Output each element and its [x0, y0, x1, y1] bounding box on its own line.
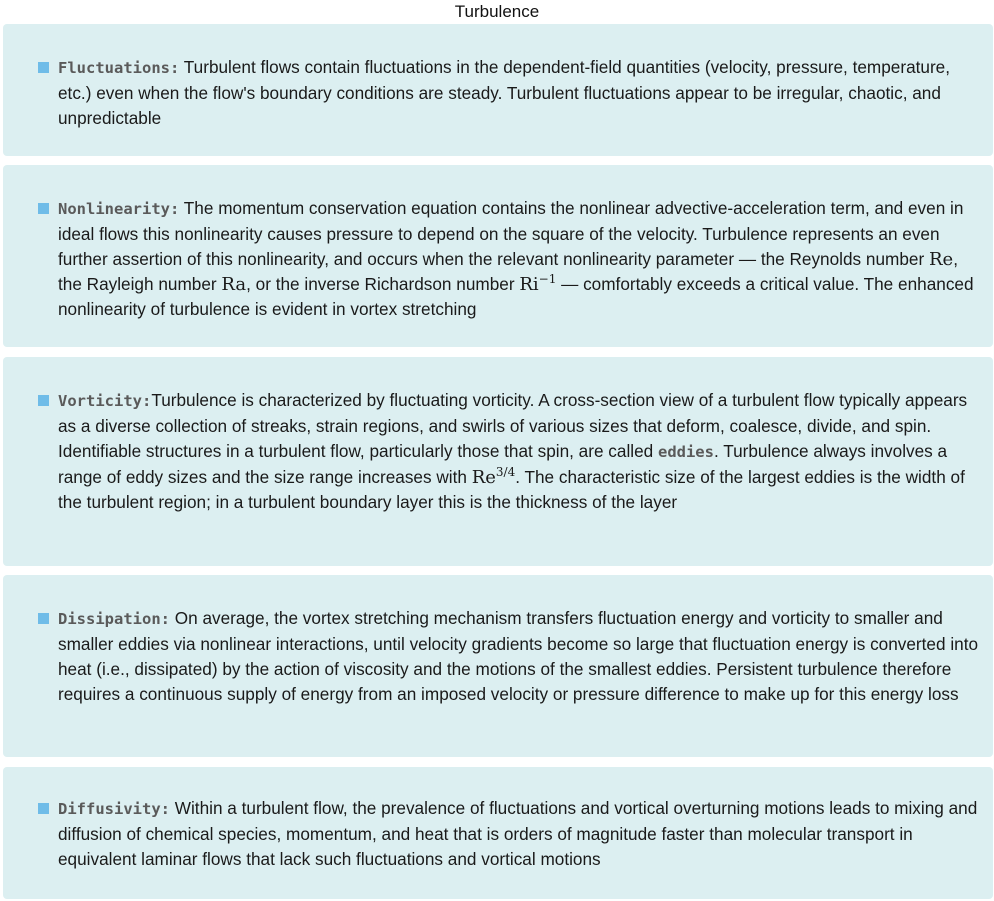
section-term: Dissipation: — [58, 610, 170, 628]
section-text: . Turbulence always involves a range of eddy sizes and the size range increases with — [58, 441, 948, 487]
section-text: Turbulent flows contain fluctuations in the dependent-field quantities (velocity, pressure, temperature, etc.) even when the flow's boundary conditions are steady. Turbulent fluctuations appear to be irregular, chaotic, and unpredictable — [58, 57, 951, 128]
section-term: Nonlinearity: — [58, 200, 180, 218]
section-text: , or the inverse Richardson number — [246, 274, 515, 294]
section-body — [58, 388, 981, 515]
richardson-number-symbol: $Ri^{-1}$ — [519, 272, 557, 295]
square-bullet-icon — [38, 613, 49, 624]
square-bullet-icon — [38, 203, 49, 214]
section-text: . The characteristic size of the largest eddies is the width of the turbulent region; in a turbulent boundary layer this is the thickness of the layer — [58, 467, 965, 512]
section-text: Within a turbulent flow, the prevalence of fluctuations and vortical overturning motions leads to mixing and diffusion of chemical species, momentum, and heat that is orders of magnitude faster than molecular transport in equivalent laminar flows that lack such fluctuations and vortical motions — [58, 798, 978, 869]
eddies-term: eddies — [657, 443, 714, 461]
section-diffusivity — [3, 767, 993, 899]
section-body — [58, 796, 981, 872]
section-text: On average, the vortex stretching mechanism transfers fluctuation energy and vorticity to smaller and smaller eddies via nonlinear interactions, until velocity gradients become so large that fluctuation energy is converted into heat (i.e., dissipated) by the action of viscosity and the motions of the smallest eddies. Persistent turbulence therefore requires a continuous supply of energy from an imposed velocity or pressure difference to make up for this energy loss — [58, 608, 979, 704]
section-body — [58, 606, 981, 707]
square-bullet-icon — [38, 62, 49, 73]
section-text: — comfortably exceeds a critical value. The enhanced nonlinearity of turbulence is evident in vortex stretching — [58, 274, 974, 319]
reynolds-number-symbol: Re — [928, 249, 954, 270]
page-title: Turbulence — [454, 2, 540, 21]
section-body — [58, 196, 981, 322]
section-vorticity — [3, 357, 993, 566]
section-term: Fluctuations: — [58, 59, 180, 77]
section-term: Diffusivity: — [58, 800, 170, 818]
reynolds-power-symbol: $Re^{3/4}$ — [471, 465, 516, 488]
section-text: The momentum conservation equation contains the nonlinear advective-acceleration term, and even in ideal flows this nonlinearity causes pressure to depend on the square of the velocity. Turbulence represents an even further assertion of this nonlinearity, and occurs when the relevant nonlinearity parameter — the Reynolds number — [58, 198, 964, 269]
rayleigh-number-symbol: Ra — [221, 274, 247, 295]
section-body — [58, 55, 981, 131]
section-text: , the Rayleigh number — [58, 249, 958, 294]
section-dissipation — [3, 575, 993, 757]
section-nonlinearity — [3, 165, 993, 347]
square-bullet-icon — [38, 803, 49, 814]
section-term: Vorticity: — [58, 392, 152, 410]
square-bullet-icon — [38, 395, 49, 406]
section-text: Turbulence is characterized by fluctuating vorticity. A cross-section view of a turbulent flow typically appears as a diverse collection of streaks, strain regions, and swirls of various sizes that deform, coalesce, divide, and spin. Identifiable structures in a turbulent flow, particularly those that spin, are called — [58, 390, 968, 461]
section-fluctuations — [3, 24, 993, 156]
